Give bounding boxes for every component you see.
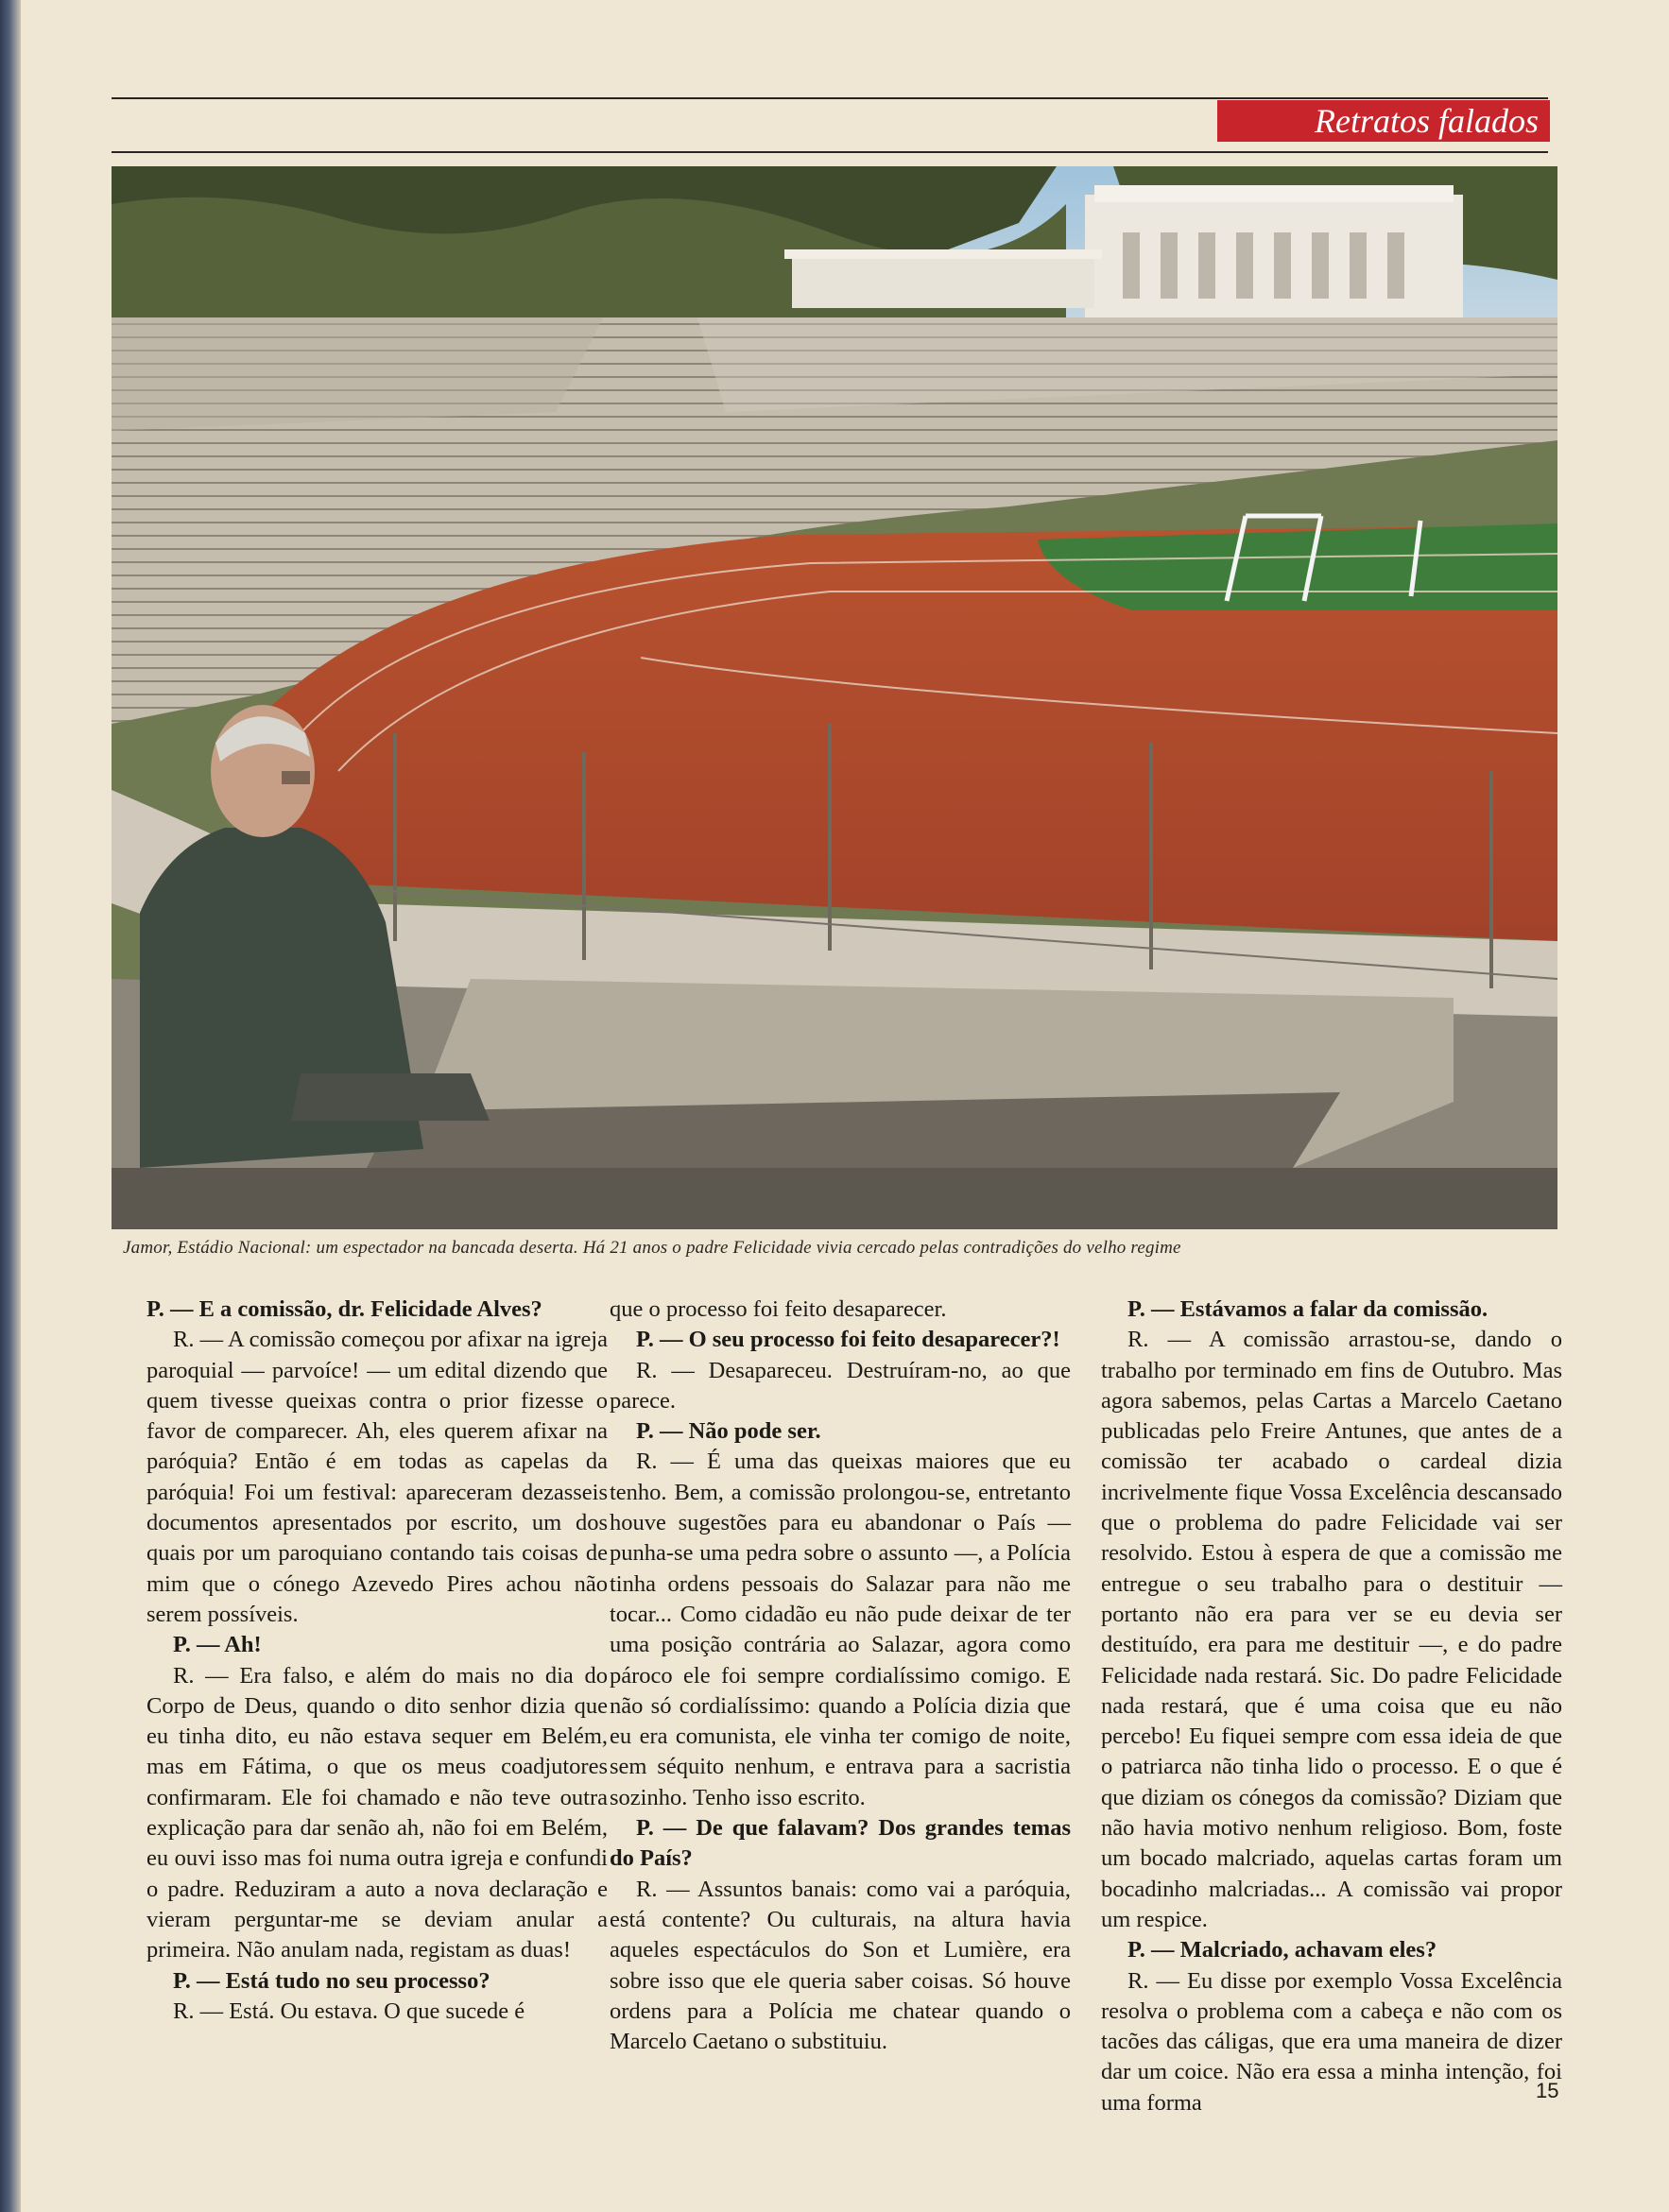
article-column-1: [146, 1295, 608, 2027]
answer: R. — Eu disse por exemplo Vossa Excelência resolva o problema com a cabeça e não com os tacões das cáligas, que era uma maneira de dizer dar um coice. Não era essa a minha intenção, foi uma forma: [1101, 1967, 1562, 2116]
answer: R. — Era falso, e além do mais no dia do Corpo de Deus, quando o dito senhor dizia que eu tinha dito, eu não estava sequer em Belém, mas em Fátima, o que os meus coadjutores confirmaram. Ele foi chamado e não teve outra explicação para dar senão ah, não foi em Belém, eu ouvi isso mas foi numa outra igreja e confundi o padre. Reduziram a auto a nova declaração e vieram perguntar-me se deviam anular a primeira. Não anulam nada, registam as duas!: [146, 1662, 608, 1963]
answer-continued: que o processo foi feito desaparecer.: [610, 1296, 947, 1322]
photo-caption: Jamor, Estádio Nacional: um espectador na bancada deserta. Há 21 anos o padre Felicidade vivia cercado pelas contradições do velho regime: [123, 1238, 1181, 1258]
page-edge: [0, 0, 21, 2212]
answer: R. — Desapareceu. Destruíram-no, ao que parece.: [610, 1357, 1071, 1414]
question: P. — Está tudo no seu processo?: [173, 1967, 490, 1994]
stadium-illustration: [112, 166, 1557, 1229]
stadium-photo: [112, 166, 1557, 1229]
question: P. — Ah!: [173, 1632, 262, 1658]
question: P. — Não pode ser.: [636, 1418, 821, 1445]
question: P. — E a comissão, dr. Felicidade Alves?: [146, 1296, 542, 1322]
question: P. — Estávamos a falar da comissão.: [1127, 1296, 1488, 1322]
answer: R. — A comissão arrastou-se, dando o trabalho por terminado em fins de Outubro. Mas agora sabemos, pelas Cartas a Marcelo Caetano publicadas pelo Freire Antunes, que antes de a comissão ter acabado o cardeal dizia incrivelmente fique Vossa Excelência descansado que o problema do padre Felicidade vai ser resolvido. Estou à espera de que a comissão me entregue o seu trabalho para o destituir — portanto não era para ver se eu devia ser destituído, era para me destituir —, e do padre Felicidade nada restará. Sic. Do padre Felicidade nada restará, que é uma coisa que eu não percebo! Eu fiquei sempre com essa ideia de que o patriarca não tinha lido o processo. E o que é que diziam os cónegos da comissão? Diziam que não havia motivo nenhum religioso. Bom, foste um bocado malcriado, aquelas cartas foram um bocadinho malcriadas... A comissão vai propor um respice.: [1101, 1327, 1562, 1932]
header-rule-top: [112, 97, 1548, 99]
answer: R. — Está. Ou estava. O que sucede é: [173, 1998, 525, 2024]
question: P. — De que falavam? Dos grandes temas do País?: [610, 1815, 1071, 1872]
page-number: 15: [1536, 2079, 1559, 2102]
header-rule-bottom: [112, 151, 1548, 153]
article-column-3: [1101, 1295, 1562, 2118]
answer: R. — A comissão começou por afixar na igreja paroquial — parvoíce! — um edital dizendo que quem tivesse queixas contra o prior fizesse o favor de comparecer. Ah, eles querem afixar na paróquia? Então é em todas as capelas da paróquia! Foi um festival: apareceram dezasseis documentos apresentados por escrito, um dos quais por um paroquiano contando tais coisas de mim que o cónego Azevedo Pires achou não serem possíveis.: [146, 1327, 608, 1627]
question: P. — O seu processo foi feito desaparecer?!: [636, 1327, 1060, 1353]
section-tag: Retratos falados: [1217, 100, 1550, 142]
answer: R. — Assuntos banais: como vai a paróquia, está contente? Ou culturais, na altura havia aqueles espectáculos do Son et Lumière, era sobre isso que ele queria saber coisas. Só houve ordens para a Polícia me chatear quando o Marcelo Caetano o substituiu.: [610, 1876, 1071, 2055]
article-column-2: [610, 1295, 1071, 2057]
answer: R. — É uma das queixas maiores que eu tenho. Bem, a comissão prolongou-se, entretanto houve sugestões para eu abandonar o País — punha-se uma pedra sobre o assunto —, a Polícia tinha ordens pessoais do Salazar para não me tocar... Como cidadão eu não pude deixar de ter uma posição contrária ao Salazar, agora como pároco ele foi sempre cordialíssimo comigo. E não só cordialíssimo: quando a Polícia dizia que eu era comunista, ele vinha ter comigo de noite, sem séquito nenhum, e entrava para a sacristia sozinho. Tenho isso escrito.: [610, 1449, 1071, 1810]
question: P. — Malcriado, achavam eles?: [1127, 1937, 1437, 1963]
